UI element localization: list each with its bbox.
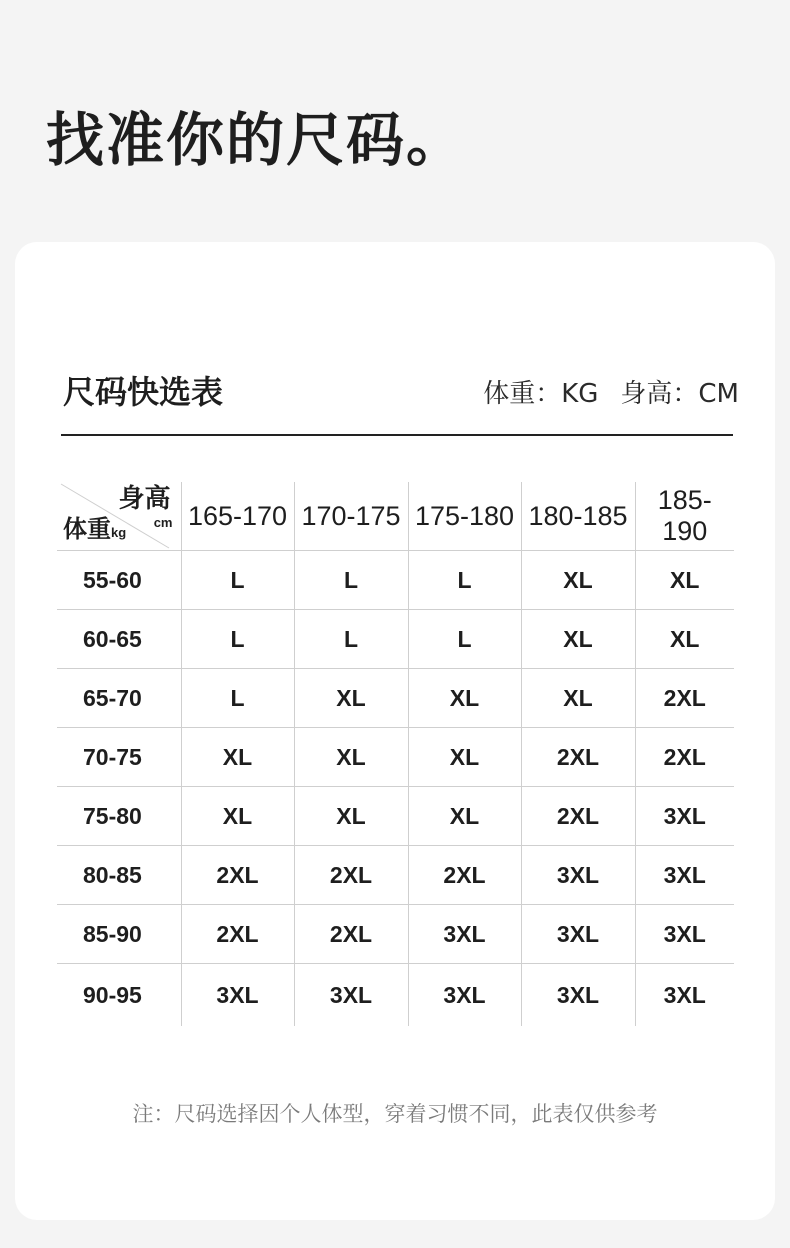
table-row xyxy=(57,905,734,964)
size-cell: XL xyxy=(181,728,294,787)
table-row xyxy=(57,787,734,846)
table-row xyxy=(57,551,734,610)
size-cell: XL xyxy=(635,610,734,669)
size-cell: XL xyxy=(294,728,408,787)
height-header: 185-190 xyxy=(635,482,734,551)
size-cell: XL xyxy=(408,728,521,787)
units-height: 身高：CM xyxy=(620,379,739,409)
size-cell: L xyxy=(181,669,294,728)
size-cell: XL xyxy=(521,610,635,669)
table-row xyxy=(57,610,734,669)
size-cell: L xyxy=(408,551,521,610)
size-cell: XL xyxy=(181,787,294,846)
size-cell: 2XL xyxy=(294,846,408,905)
size-cell: L xyxy=(181,551,294,610)
corner-weight-group xyxy=(63,514,126,548)
size-cell: XL xyxy=(521,669,635,728)
size-cell: 2XL xyxy=(294,905,408,964)
size-cell: L xyxy=(294,610,408,669)
size-cell: 3XL xyxy=(635,905,734,964)
weight-cell: 85-90 xyxy=(57,905,181,964)
weight-cell: 90-95 xyxy=(83,981,142,1008)
size-cell: XL xyxy=(294,787,408,846)
corner-height-unit: cm xyxy=(153,515,173,530)
weight-cell: 70-75 xyxy=(57,728,181,787)
corner-height-label: 身高 xyxy=(118,484,171,514)
table-row xyxy=(57,728,734,787)
size-cell: 3XL xyxy=(635,964,734,1027)
weight-cell: 75-80 xyxy=(57,787,181,846)
size-cell: L xyxy=(294,551,408,610)
size-cell: XL xyxy=(521,551,635,610)
height-header: 170-175 xyxy=(294,482,408,551)
size-cell: L xyxy=(408,610,521,669)
title-divider xyxy=(61,434,733,436)
size-cell: 3XL xyxy=(408,964,521,1027)
corner-weight-label: 体重 xyxy=(63,515,111,543)
size-chart-card xyxy=(15,242,775,1220)
size-cell: 2XL xyxy=(635,669,734,728)
weight-cell: 60-65 xyxy=(57,610,181,669)
units-weight: 体重：KG xyxy=(483,379,599,409)
weight-cell: 80-85 xyxy=(57,846,181,905)
table-row xyxy=(57,964,734,1027)
page-title: 找准你的尺码。 xyxy=(46,106,467,174)
height-header: 165-170 xyxy=(181,482,294,551)
size-cell: 2XL xyxy=(181,846,294,905)
size-cell: 2XL xyxy=(521,728,635,787)
header-row xyxy=(57,482,734,551)
size-cell: XL xyxy=(408,787,521,846)
height-header: 180-185 xyxy=(521,482,635,551)
size-cell: XL xyxy=(294,669,408,728)
corner-cell xyxy=(57,482,181,551)
size-cell: 3XL xyxy=(408,905,521,964)
size-cell: 3XL xyxy=(294,964,408,1027)
size-cell: 2XL xyxy=(521,787,635,846)
weight-cell: 65-70 xyxy=(57,669,181,728)
size-cell: 3XL xyxy=(521,905,635,964)
card-title: 尺码快选表 xyxy=(63,373,224,411)
size-cell: 3XL xyxy=(521,846,635,905)
size-table xyxy=(57,482,734,1026)
size-cell: 2XL xyxy=(181,905,294,964)
size-cell: 3XL xyxy=(635,787,734,846)
size-cell: XL xyxy=(408,669,521,728)
table-row xyxy=(57,669,734,728)
size-cell: L xyxy=(181,610,294,669)
size-cell: 3XL xyxy=(181,964,294,1027)
size-cell: 2XL xyxy=(408,846,521,905)
table-row xyxy=(57,846,734,905)
size-cell: XL xyxy=(635,551,734,610)
footnote: 注：尺码选择因个人体型，穿着习惯不同，此表仅供参考 xyxy=(132,1102,658,1126)
size-cell: 3XL xyxy=(635,846,734,905)
corner-weight-unit: kg xyxy=(111,525,127,540)
units-legend xyxy=(483,376,739,412)
size-cell: 2XL xyxy=(635,728,734,787)
height-header: 175-180 xyxy=(408,482,521,551)
size-cell: 3XL xyxy=(521,964,635,1027)
weight-cell: 55-60 xyxy=(57,551,181,610)
